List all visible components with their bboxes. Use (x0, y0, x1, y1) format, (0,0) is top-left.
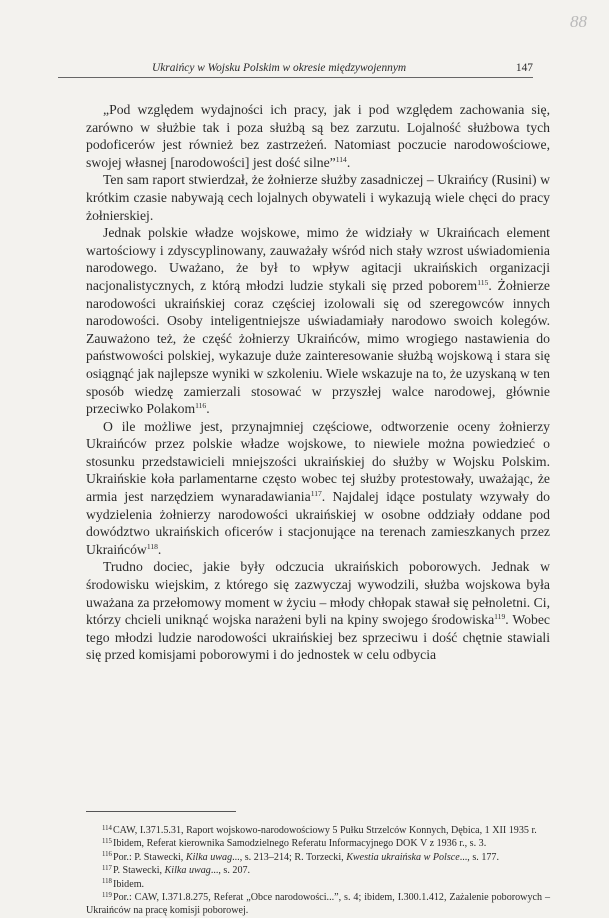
text-run: . (346, 154, 351, 170)
footnote-text: ..., s. 207. (210, 865, 251, 877)
paragraph (86, 171, 550, 224)
footnote-title: Kilka uwag (164, 865, 211, 877)
footnote-text: Ibidem. (112, 878, 145, 890)
text-run: . (157, 541, 162, 557)
footnote-number: 115 (102, 837, 112, 845)
text-run: . (206, 401, 210, 417)
footnote (86, 824, 550, 837)
paragraph (86, 224, 550, 418)
footnote-title: Kwestia ukraińska w Polsce (346, 851, 460, 863)
footnote-number: 114 (102, 824, 112, 832)
text-run: . Najdalej idące postulaty wzywały do wydzielenia żołnierzy narodowości ukraińskiej w osobne oddziały oddane pod dowództwo ukraińskich oficerów i stacjonujące na terenach zamieszkanych przez Ukraińców (86, 489, 550, 557)
paragraph (86, 558, 550, 664)
footnote-ref: 117 (310, 489, 322, 499)
text-run: . Żołnierze narodowości ukraińskiej coraz częściej izolowali się od szeregowców innych narodowości. Osoby inteligentniejsze uświadamiały narodowo swoich kolegów. Zauważono też, że część żołnierzy Ukraińców, mimo wrogiego nastawienia do państwowości polskiej, wykazuje duże zainteresowanie służbą wojskową i stara się osiągnąć jak najlepsze wyniki w szkoleniu. Wiele wskazuje na to, że uzyskaną w ten sposób wiedzę zamierzali stosować w przyszłej walce narodowej, głównie przeciwko Polakom (86, 277, 550, 417)
footnote-text: ..., s. 177. (459, 851, 499, 863)
footnote-text: Por.: P. Stawecki, (112, 851, 186, 863)
running-header (58, 62, 533, 78)
page-number: 147 (515, 62, 533, 74)
text-run: O ile możliwe jest, przynajmniej częściowe, odtworzenie oceny żołnierzy Ukraińców przez polskie władze wojskowe, to niewiele można powiedzieć o stosunku przedstawicieli mniejszości ukraińskiej do służby w Wojsku Polskim. Ukraińskie koła parlamentarne często wobec tej służby protestowały, uważając, że armia jest narzędziem wynaradawiania (86, 418, 550, 505)
footnote-text: Ibidem, Referat kierownika Samodzielnego Referatu Informacyjnego DOK V z 1936 r., s. 3. (112, 838, 487, 850)
footnote-title: Kilka uwag (185, 851, 233, 863)
text-run: . Wobec tego młodzi ludzie narodowości ukraińskiej bez sprzeciwu i dość chętnie stawiali się przed komisjami poborowymi i do jednostek w celu odbycia (86, 612, 550, 663)
footnote (86, 891, 550, 918)
footnote-ref: 118 (146, 541, 158, 551)
footnote-ref: 119 (494, 612, 506, 622)
paragraph-quote (86, 101, 550, 171)
handwritten-page-mark: 88 (570, 12, 587, 31)
footnotes (86, 824, 550, 918)
main-text (86, 101, 550, 664)
footnote-number: 119 (102, 891, 112, 899)
footnote-number: 118 (102, 878, 112, 886)
footnote-text: P. Stawecki, (112, 865, 165, 877)
text-run: „Pod względem wydajności ich pracy, jak i pod względem zachowania się, zarówno w służbie tak i poza służbą są bez zarzutu. Lojalność służbowa tych podoficerów jest również bez zastrzeżeń. Natomiast poczucie narodowościowe, swojej własnej [narodowości] jest dość silne” (86, 102, 550, 170)
footnote-text: ..., s. 213–214; R. Torzecki, (232, 851, 347, 863)
text-run: Jednak polskie władze wojskowe, mimo że widziały w Ukraińcach element wartościowy i zdyscyplinowany, zauważały wśród nich stały wzrost uświadomienia narodowego. Uważano, że był to wpływ agitacji ukraińskich organizacji nacjonalistycznych, z którą młodzi ludzie stykali się przed poborem (86, 225, 550, 293)
footnote-divider (86, 811, 236, 812)
footnote-text: CAW, I.371.5.31, Raport wojskowo-narodowościowy 5 Pułku Strzelców Konnych, Dębica, 1 XII 1935 r. (112, 825, 537, 836)
text-run: Ten sam raport stwierdzał, że żołnierze służby zasadniczej – Ukraińcy (Rusini) w krótkim czasie nabywają cech lojalnych obywateli i wykazują wiele chęci do pracy żołnierskiej. (86, 172, 550, 223)
running-title: Ukraińcy w Wojsku Polskim w okresie międzywojennym (152, 62, 407, 74)
footnote (86, 878, 550, 891)
footnote (86, 851, 550, 864)
footnote (86, 864, 550, 877)
footnote-ref: 116 (195, 401, 207, 411)
footnote-number: 117 (102, 864, 112, 872)
footnote-ref: 115 (477, 277, 489, 287)
text-run: Trudno dociec, jakie były odczucia ukraińskich poborowych. Jednak w środowisku wiejskim, z którego się zazwyczaj wywodzili, służba wojskowa była uważana za przełomowy moment w życiu – młody chłopak stawał się pełnoletni. Ci, którzy chcieli uniknąć wojska narażeni byli na kpiny swojego środowiska (86, 559, 550, 628)
paragraph (86, 418, 550, 559)
footnote (86, 837, 550, 850)
footnote-ref: 114 (335, 154, 347, 164)
footnote-number: 116 (102, 851, 112, 859)
footnote-text: Por.: CAW, I.371.8.275, Referat „Obce narodowości...”, s. 4; ibidem, I.300.1.412, Zażalenie poborowych – Ukraińców na pracę komisji poborowej. (86, 892, 550, 917)
